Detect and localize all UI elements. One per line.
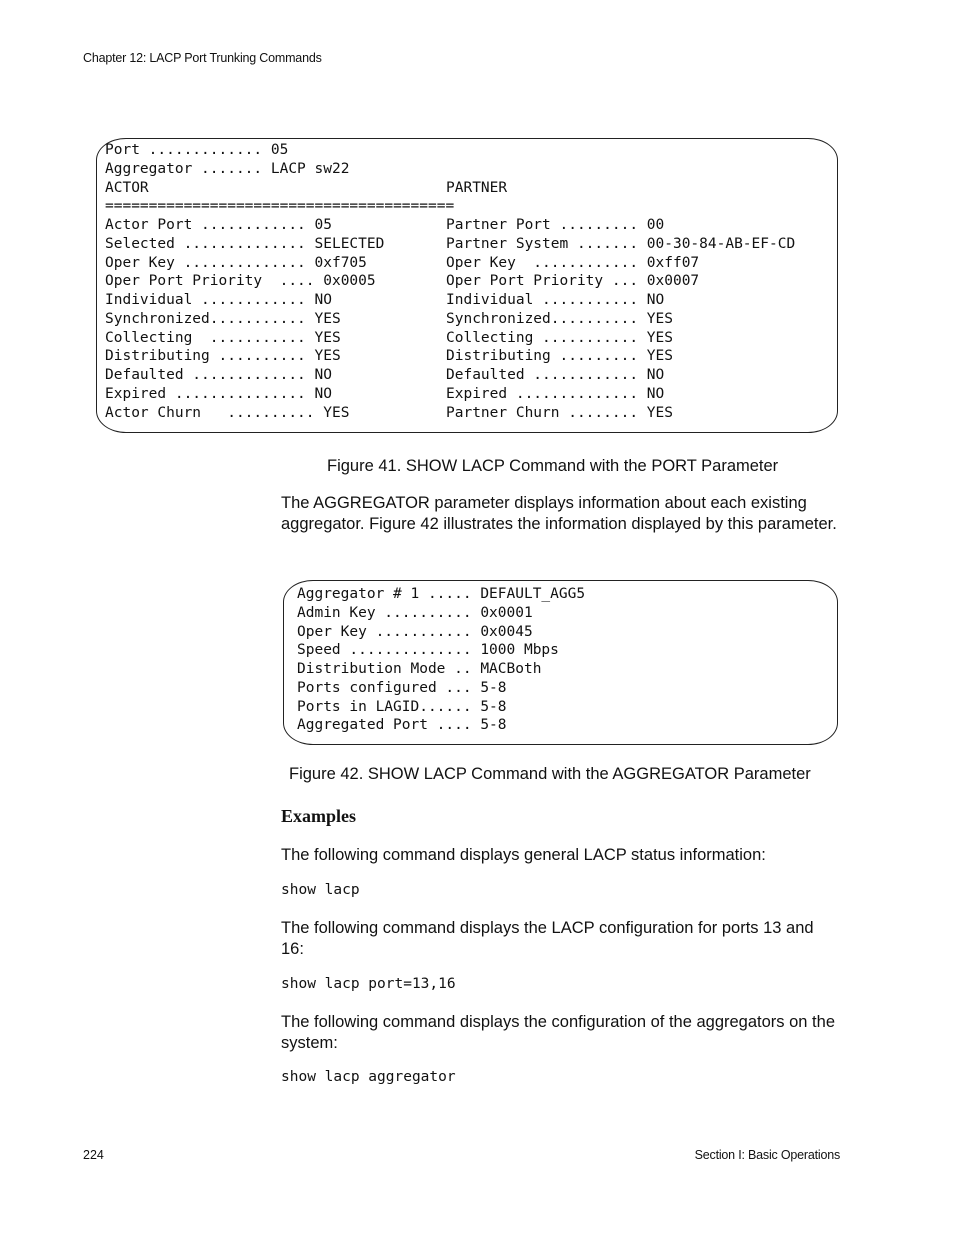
partner-line: PARTNER <box>446 179 508 196</box>
example-1-command: show lacp <box>281 882 360 898</box>
actor-line: Individual ............ NO <box>105 292 332 308</box>
actor-line: Port ............. 05 <box>105 142 289 158</box>
partner-line: Oper Port Priority ... 0x0007 <box>446 273 700 290</box>
example-1-description: The following command displays general LACP status information: <box>281 846 766 864</box>
figure-42-code-box <box>283 580 838 745</box>
figure-42-caption: Figure 42. SHOW LACP Command with the AGGREGATOR Parameter <box>289 765 811 783</box>
actor-line: Defaulted ............. NO <box>105 367 332 383</box>
partner-column <box>446 141 795 422</box>
actor-line: Oper Port Priority .... 0x0005 <box>105 273 376 290</box>
partner-line: Defaulted ............ NO <box>446 367 665 383</box>
example-3-command: show lacp aggregator <box>281 1069 456 1085</box>
partner-line: Partner Port ......... 00 <box>446 217 665 233</box>
partner-line: Partner Churn ........ YES <box>446 404 673 421</box>
section-footer: Section I: Basic Operations <box>694 1148 840 1162</box>
aggregator-line: Ports in LAGID...... 5-8 <box>297 698 507 715</box>
partner-line: Expired .............. NO <box>446 385 665 402</box>
actor-line: Selected .............. SELECTED <box>105 235 385 252</box>
partner-line: Oper Key ............ 0xff07 <box>446 254 700 271</box>
aggregator-output <box>297 585 585 735</box>
actor-line: Actor Churn .......... YES <box>105 404 350 421</box>
actor-line: Expired ............... NO <box>105 385 332 402</box>
actor-line: Aggregator ....... LACP sw22 <box>105 160 350 177</box>
chapter-header: Chapter 12: LACP Port Trunking Commands <box>83 51 322 65</box>
aggregator-line: Oper Key ........... 0x0045 <box>297 623 533 640</box>
figure-41-caption: Figure 41. SHOW LACP Command with the PORT Parameter <box>327 457 779 475</box>
page-number: 224 <box>83 1148 104 1162</box>
actor-line: ======================================== <box>105 198 455 215</box>
partner-line: Collecting ........... YES <box>446 329 673 346</box>
aggregator-paragraph: The AGGREGATOR parameter displays information about each existing aggregator. Figure 42 illustrates the information displayed by this parameter. <box>281 494 837 533</box>
partner-line: Partner System ....... 00-30-84-AB-EF-CD <box>446 235 796 252</box>
example-3-description: The following command displays the configuration of the aggregators on the system: <box>281 1013 835 1052</box>
aggregator-line: Ports configured ... 5-8 <box>297 679 507 696</box>
examples-heading: Examples <box>281 806 357 826</box>
actor-line: Synchronized........... YES <box>105 310 341 327</box>
actor-line: Actor Port ............ 05 <box>105 217 332 233</box>
aggregator-line: Aggregator # 1 ..... DEFAULT_AGG5 <box>297 586 586 602</box>
partner-line: Distributing ......... YES <box>446 348 673 365</box>
actor-line: Oper Key .............. 0xf705 <box>105 254 367 271</box>
aggregator-line: Admin Key .......... 0x0001 <box>297 604 533 621</box>
example-2-description: The following command displays the LACP configuration for ports 13 and 16: <box>281 919 814 958</box>
actor-column <box>105 141 454 422</box>
aggregator-line: Aggregated Port .... 5-8 <box>297 717 507 734</box>
partner-line: Synchronized.......... YES <box>446 310 673 327</box>
example-2-command: show lacp port=13,16 <box>281 976 456 992</box>
aggregator-line: Speed .............. 1000 Mbps <box>297 642 559 659</box>
actor-line: ACTOR <box>105 179 149 196</box>
partner-line: Individual ........... NO <box>446 292 665 308</box>
figure-41-code-box <box>96 138 838 433</box>
aggregator-line: Distribution Mode .. MACBoth <box>297 661 542 677</box>
actor-line: Distributing .......... YES <box>105 348 341 365</box>
actor-line: Collecting ........... YES <box>105 329 341 346</box>
